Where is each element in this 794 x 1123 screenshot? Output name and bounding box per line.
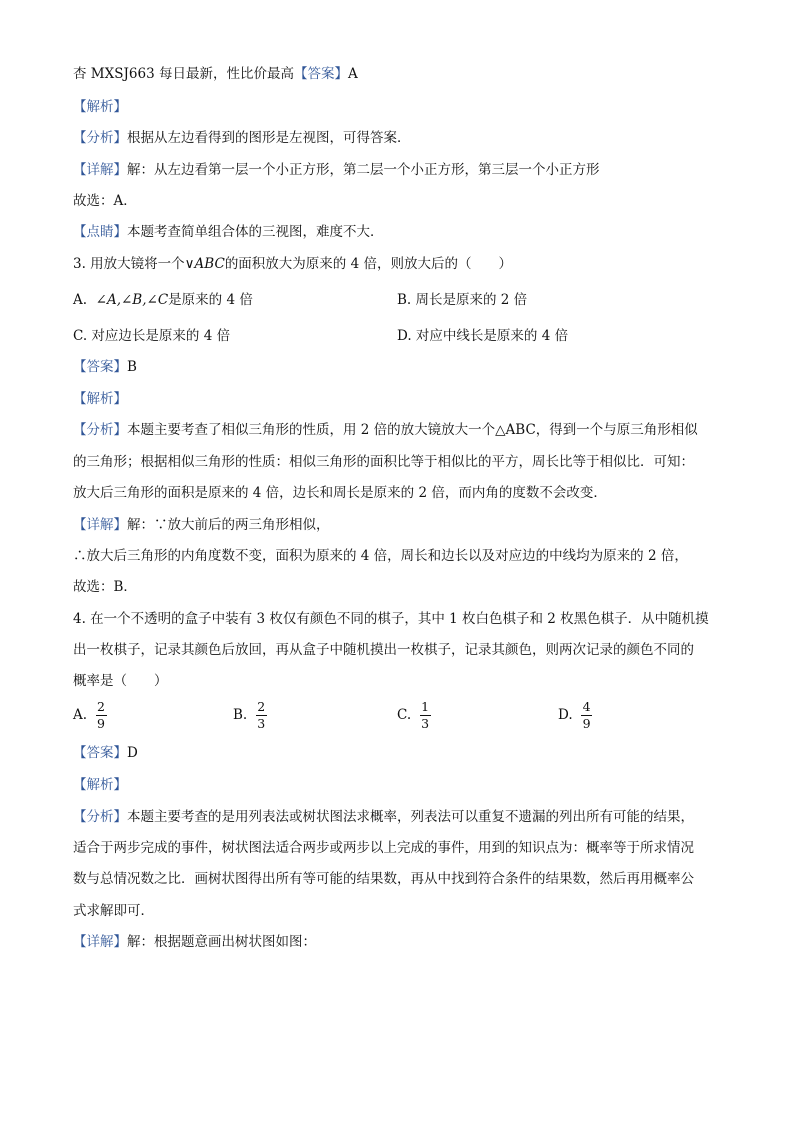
q4-d-fraction [581, 700, 593, 731]
line-watermark-answer [73, 64, 358, 84]
q4-c-numerator: 1 [421, 699, 430, 714]
q4-fenxi-label: 【分析】 [73, 809, 127, 825]
q3-fenxi-3: 放大后三角形的面积是原来的 4 倍，边长和周长是原来的 2 倍，而内角的度数不会改变． [73, 485, 607, 501]
q4-a-denominator: 9 [97, 716, 105, 731]
q4-fenxi-4: 式求解即可． [73, 903, 154, 919]
watermark-text: 杏 MXSJ663 每日最新，性比价最高 [73, 66, 294, 82]
q4-answer-label: 【答案】 [73, 745, 127, 761]
q3-option-a [73, 290, 253, 310]
q3-option-d: D. 对应中线长是原来的 4 倍 [397, 328, 569, 344]
q3-fenxi-1 [73, 420, 698, 440]
q3-xiangjie-1 [73, 515, 330, 535]
fenxi-text: 根据从左边看得到的图形是左视图，可得答案． [127, 130, 411, 146]
line-dianjing [73, 222, 384, 242]
q4-b-denominator: 3 [257, 716, 266, 731]
q4-a-numerator: 2 [97, 699, 105, 714]
q3-fenxi-text-1: 本题主要考查了相似三角形的性质，用 2 倍的放大镜放大一个△ABC，得到一个与原三角形相似 [127, 422, 698, 438]
q3-math: ∨ABC [184, 256, 225, 272]
q4-c-fraction [419, 700, 431, 731]
fenxi-label: 【分析】 [73, 130, 127, 146]
q4-fenxi-1 [73, 807, 694, 827]
q4-b-label: B. [233, 707, 248, 723]
question-4-line-2: 出一枚棋子，记录其颜色后放回，再从盒子中随机摸出一枚棋子，记录其颜色，则两次记录的颜色不同的 [73, 642, 694, 658]
q4-answer-value: D [127, 745, 138, 761]
q4-c-label: C. [397, 707, 412, 723]
q3-fenxi-2: 的三角形；根据相似三角形的性质：相似三角形的面积比等于相似比的平方，周长比等于相似比．可知： [73, 454, 694, 470]
q4-fenxi-3: 数与总情况数之比．画树状图得出所有等可能的结果数，再从中找到符合条件的结果数，然后再用概率公 [73, 871, 694, 887]
q4-d-label: D. [558, 707, 573, 723]
analysis-heading: 【解析】 [73, 99, 127, 115]
q3-a-text: 是原来的 4 倍 [168, 292, 253, 308]
q4-b-numerator: 2 [257, 699, 266, 714]
q3-a-label: A. [73, 292, 88, 308]
q4-a-label: A. [73, 707, 88, 723]
line-xiangjie [73, 160, 600, 180]
q3-xiangjie-label: 【详解】 [73, 517, 127, 533]
q3-xiangjie-2: ∴放大后三角形的内角度数不变，面积为原来的 4 倍，周长和边长以及对应边的中线均为原来的 2 倍， [73, 548, 688, 564]
q4-xiangjie-1 [73, 932, 316, 952]
answer-value: A [347, 66, 358, 82]
choice-line: 故选：A． [73, 193, 137, 209]
xiangjie-text: 解：从左边看第一层一个小正方形，第二层一个小正方形，第三层一个小正方形 [127, 162, 600, 178]
q3-answer-label: 【答案】 [73, 359, 127, 375]
q3-xiangjie-text-1: 解：∵放大前后的两三角形相似， [127, 517, 330, 533]
q4-b-fraction [255, 700, 267, 731]
q4-option-b [233, 700, 267, 731]
q4-answer [73, 743, 138, 763]
q4-option-a [73, 700, 107, 731]
xiangjie-label: 【详解】 [73, 162, 127, 178]
q4-c-denominator: 3 [421, 716, 430, 731]
q3-xiangjie-3: 故选：B． [73, 579, 137, 595]
dianjing-text: 本题考查简单组合体的三视图，难度不大． [127, 224, 384, 240]
q3-text-post: 的面积放大为原来的 4 倍，则放大后的（ ） [224, 256, 512, 272]
question-3 [73, 254, 512, 274]
q4-a-fraction [95, 700, 107, 731]
question-4-line-3: 概率是（ ） [73, 673, 168, 689]
q4-analysis-heading: 【解析】 [73, 777, 127, 793]
q3-a-math: ∠A,∠B,∠C [95, 292, 169, 308]
question-4-line-1: 4. 在一个不透明的盒子中装有 3 枚仅有颜色不同的棋子，其中 1 枚白色棋子和 2 枚黑色棋子．从中随机摸 [73, 611, 709, 627]
q3-answer-value: B [127, 359, 137, 375]
line-fenxi [73, 128, 411, 148]
q3-option-b: B. 周长是原来的 2 倍 [397, 292, 528, 308]
q4-d-numerator: 4 [582, 699, 591, 714]
q4-option-d [558, 700, 593, 731]
q4-d-denominator: 9 [582, 716, 591, 731]
q3-answer [73, 357, 137, 377]
q4-fenxi-text-1: 本题主要考查的是用列表法或树状图法求概率，列表法可以重复不遗漏的列出所有可能的结果， [127, 809, 694, 825]
q4-option-c [397, 700, 431, 731]
answer-label: 【答案】 [293, 66, 348, 82]
q4-fenxi-2: 适合于两步完成的事件，树状图法适合两步或两步以上完成的事件，用到的知识点为：概率等于所求情况 [73, 840, 694, 856]
q3-text-pre: 3. 用放大镜将一个 [73, 256, 185, 272]
q4-xiangjie-text-1: 解：根据题意画出树状图如图： [127, 934, 316, 950]
dianjing-label: 【点睛】 [73, 224, 127, 240]
q4-xiangjie-label: 【详解】 [73, 934, 127, 950]
q3-option-c: C. 对应边长是原来的 4 倍 [73, 328, 231, 344]
q3-analysis-heading: 【解析】 [73, 391, 127, 407]
q3-fenxi-label: 【分析】 [73, 422, 127, 438]
